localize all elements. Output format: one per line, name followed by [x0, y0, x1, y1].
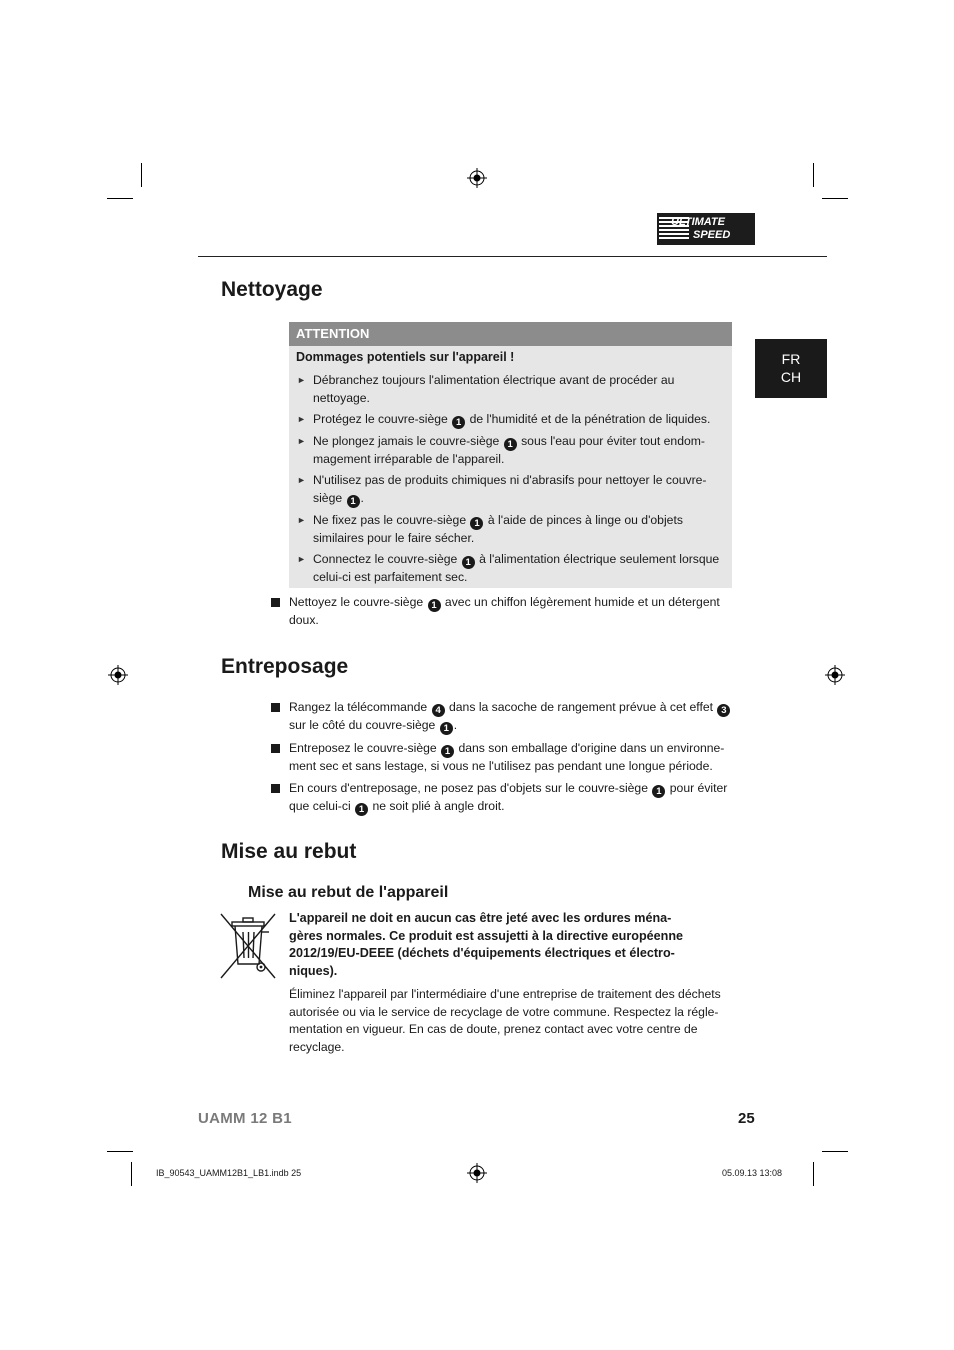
attention-item: Connectez le couvre-siège 1 à l'alimentation électrique seulement lorsque celui-ci est parfaitement sec. [313, 552, 720, 584]
part-number-badge: 1 [452, 416, 465, 429]
logo-line2: SPEED [693, 229, 731, 241]
attention-item: Débranchez toujours l'alimentation électrique avant de procéder au nettoyage. [313, 373, 675, 405]
registration-mark-icon [467, 168, 487, 188]
square-bullet-icon [271, 703, 280, 712]
footer-model: UAMM 12 B1 [198, 1110, 292, 1127]
part-number-badge: 1 [440, 722, 453, 735]
arrow-bullet-icon: ► [297, 436, 306, 446]
page-number: 25 [738, 1110, 755, 1127]
arrow-bullet-icon: ► [297, 375, 306, 385]
part-number-badge: 3 [717, 704, 730, 717]
crop-mark [822, 198, 848, 199]
crossed-out-wheelie-bin-icon [219, 912, 277, 980]
attention-item: Protégez le couvre-siège 1 de l'humidité et de la pénétration de liquides. [313, 412, 711, 428]
attention-subtitle: Dommages potentiels sur l'appareil ! [296, 350, 515, 364]
part-number-badge: 1 [504, 438, 517, 451]
registration-mark-icon [108, 665, 128, 685]
part-number-badge: 1 [470, 517, 483, 530]
crop-mark [822, 1151, 848, 1152]
arrow-bullet-icon: ► [297, 475, 306, 485]
attention-label: ATTENTION [289, 322, 732, 346]
attention-item: Ne fixez pas le couvre-siège 1 à l'aide de pinces à linge ou d'objets similaires pour le faire sécher. [313, 513, 683, 545]
list-item: Nettoyez le couvre-siège 1 avec un chiffon légèrement humide et un détergent doux. [289, 595, 720, 627]
registration-mark-icon [825, 665, 845, 685]
language-tab [755, 339, 827, 398]
part-number-badge: 1 [462, 556, 475, 569]
language-tab-line1: FR [781, 351, 801, 367]
arrow-bullet-icon: ► [297, 515, 306, 525]
disposal-warning: L'appareil ne doit en aucun cas être jeté avec les ordures ména- gères normales. Ce produit est assujetti à la directive européenne 2012/19/EU-DEEE (déchets d'équipements électriques et électro- niques). [289, 911, 684, 978]
crop-mark [813, 163, 814, 187]
print-slug-file: IB_90543_UAMM12B1_LB1.indb 25 [156, 1168, 302, 1178]
section-title-nettoyage: Nettoyage [221, 278, 323, 301]
arrow-bullet-icon: ► [297, 414, 306, 424]
brand-logo [657, 213, 755, 245]
section-title-mise-au-rebut: Mise au rebut [221, 840, 357, 863]
registration-mark-icon [467, 1163, 487, 1183]
print-slug-date: 05.09.13 13:08 [722, 1168, 783, 1178]
arrow-bullet-icon: ► [297, 554, 306, 564]
attention-item: Ne plongez jamais le couvre-siège 1 sous l'eau pour éviter tout endom- magement irréparable de l'appareil. [313, 434, 705, 466]
crop-mark [131, 1162, 132, 1186]
part-number-badge: 1 [428, 599, 441, 612]
attention-item: N'utilisez pas de produits chimiques ni d'abrasifs pour nettoyer le couvre- siège 1 . [313, 473, 707, 507]
list-item: Rangez la télécommande 4 dans la sacoche de rangement prévue à cet effet 3 sur le côté du couvre-siège 1 . [289, 699, 734, 735]
part-number-badge: 1 [652, 785, 665, 798]
disposal-paragraph: Éliminez l'appareil par l'intermédiaire d'une entreprise de traitement des déchets autorisée ou via le service de recyclage de votre commune. Respectez la régle- mentation en vigueur. En cas de doute, prenez contact avec votre centre de recyclage. [289, 987, 721, 1054]
subsection-title: Mise au rebut de l'appareil [248, 884, 449, 901]
square-bullet-icon [271, 598, 280, 607]
language-tab-line2: CH [780, 369, 802, 385]
part-number-badge: 1 [441, 745, 454, 758]
header-rule [198, 256, 827, 257]
crop-mark [107, 1151, 133, 1152]
crop-mark [141, 163, 142, 187]
crop-mark [813, 1162, 814, 1186]
logo-line1: ULTIMATE [671, 216, 725, 228]
part-number-badge: 1 [347, 495, 360, 508]
section-title-entreposage: Entreposage [221, 655, 349, 678]
list-item: En cours d'entreposage, ne posez pas d'objets sur le couvre-siège 1 pour éviter que celui-ci 1 ne soit plié à angle droit. [289, 781, 728, 815]
part-number-badge: 4 [432, 704, 445, 717]
square-bullet-icon [271, 744, 280, 753]
list-item: Entreposez le couvre-siège 1 dans son emballage d'origine dans un environne- ment sec et sans lestage, si vous ne l'utilisez pas pendant une longue période. [289, 741, 725, 773]
part-number-badge: 1 [355, 803, 368, 816]
square-bullet-icon [271, 784, 280, 793]
crop-mark [107, 198, 133, 199]
